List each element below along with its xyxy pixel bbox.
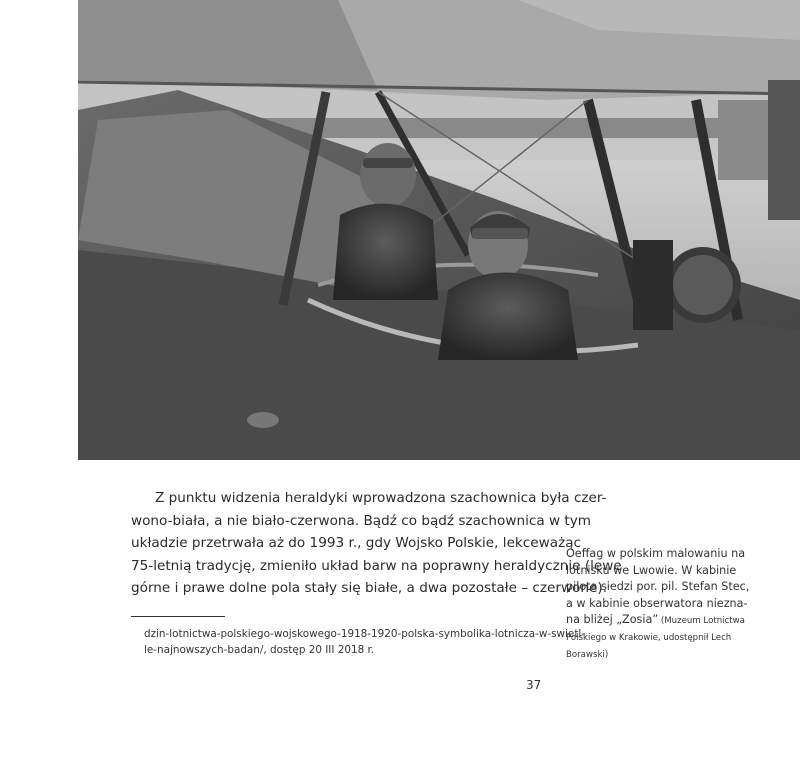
footnote bbox=[144, 626, 586, 658]
photo-caption bbox=[566, 546, 750, 663]
caption-line: lotnisku we Lwowie. W kabinie bbox=[566, 563, 737, 577]
archival-photo-biplane-crew bbox=[78, 0, 800, 460]
caption-line: a w kabinie obserwatora niezna- bbox=[566, 596, 748, 610]
caption-text: na bliżej „Zosia” bbox=[566, 613, 659, 627]
footnote-line: le-najnowszych-badan/, dostęp 20 III 2018 r. bbox=[144, 644, 375, 656]
paragraph-line: Z punktu widzenia heraldyki wprowadzona szachownica była czer- bbox=[155, 490, 607, 506]
photo-credit-line: Polskiego w Krakowie, udostępnił Lech bbox=[566, 632, 732, 643]
paragraph-line: układzie przetrwała aż do 1993 r., gdy Wojsko Polskie, lekceważąc bbox=[131, 535, 582, 552]
footnote-divider bbox=[131, 616, 225, 617]
photo-credit: (Muzeum Lotnictwa bbox=[658, 616, 745, 627]
caption-line: pilota siedzi por. pil. Stefan Stec, bbox=[566, 580, 750, 594]
footnote-line: dzin-lotnictwa-polskiego-wojskowego-1918-1920-polska-symbolika-lotnicza-w-swietl- bbox=[144, 628, 586, 640]
caption-line: Oeffag w polskim malowaniu na bbox=[566, 547, 746, 560]
photo-credit-line: Borawski) bbox=[566, 649, 609, 660]
caption-line bbox=[566, 612, 745, 630]
page-number: 37 bbox=[526, 678, 542, 692]
paragraph-line: 75-letnią tradycję, zmieniło układ barw na poprawny heraldycznie (lewe bbox=[131, 557, 622, 574]
paragraph-line: wono-biała, a nie biało-czerwona. Bądź co bądź szachownica w tym bbox=[131, 512, 592, 529]
paragraph-line: górne i prawe dolne pola stały się białe, a dwa pozostałe – czerwone). bbox=[131, 580, 608, 597]
main-paragraph bbox=[131, 487, 622, 600]
